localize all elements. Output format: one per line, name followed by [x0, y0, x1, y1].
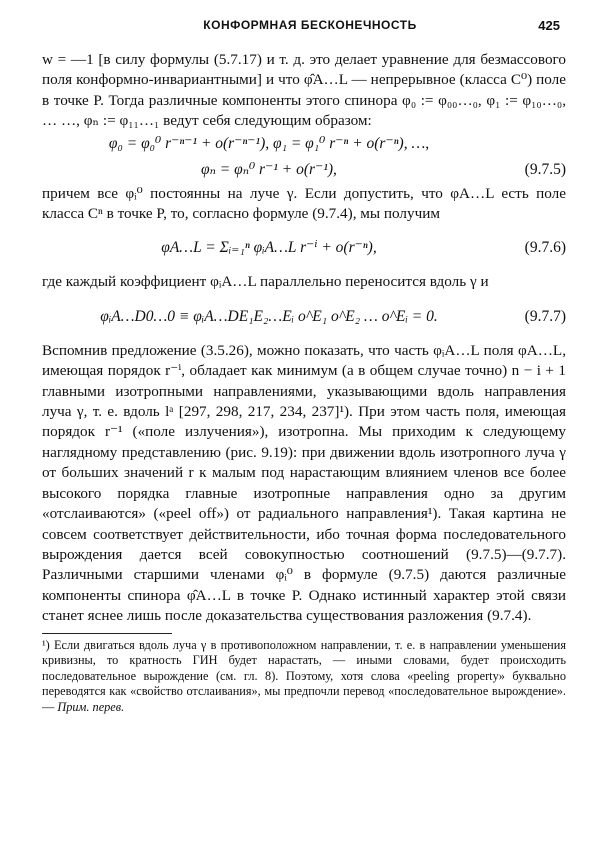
running-title: КОНФОРМНАЯ БЕСКОНЕЧНОСТЬ	[203, 18, 417, 32]
footnote-divider	[42, 633, 172, 634]
equation-9-7-5a-body: φ₀ = φ₀⁰ r⁻ⁿ⁻¹ + o(r⁻ⁿ⁻¹), φ₁ = φ₁⁰ r⁻ⁿ + o(r⁻ⁿ), …,	[108, 135, 430, 153]
equation-9-7-6	[42, 224, 566, 272]
footnote	[42, 638, 566, 716]
page-body	[42, 50, 566, 716]
equation-number-9-7-5: (9.7.5)	[524, 161, 566, 179]
paragraph-3: где каждый коэффициент φᵢA…L параллельно переносится вдоль γ и	[42, 273, 489, 291]
paragraph-4: Вспомнив предложение (3.5.26), можно показать, что часть φᵢA…L поля φA…L, имеющая порядок r⁻ⁱ, обладает как минимум (а в общем случае точно) n − i + 1 главными изотропными направлениями, указывающими вдоль направления луча γ, т. е. вдоль lᵃ [297, 298, 217, 234, 237]¹). При этом часть поля, имеющая порядок r⁻¹ («поле излучения»), изотропна. Мы приходим к следующему наглядному представлению (рис. 9.19): при движении вдоль изотропного луча γ от больших значений r к малым под нарастающим влиянием членов все более высокого порядка главные изотропные направления одно за другим «отслаиваются» («peel off») от радиального направления¹). Такая картина не совсем соответствует действительности, ибо точная форма последовательного вырождения дается всей совокупностью соотношений (9.7.5)—(9.7.7). Различными старшими членами φᵢ⁰ в формуле (9.7.5) даются различные компоненты спинора φ̂A…L в точке P. Однако истинный характер этой связи станет яснее лишь после доказательства существования разложения (9.7.4).	[42, 341, 566, 625]
paragraph-1: w = —1 [в силу формулы (5.7.17) и т. д. это делает уравнение для безмассового поля конформно-инвариантными] и что φ̂A…L — непрерывное (класса C⁰) поле в точке P. Тогда различные компоненты этого спинора φ₀ := φ₀₀…₀, φ₁ := φ₁₀…₀, … …, φₙ := φ₁₁…₁ ведут себя следующим образом:	[42, 51, 566, 130]
paragraph-2: причем все φᵢ⁰ постоянны на луче γ. Если допустить, что φA…L есть поле класса Cⁿ в точке P, то, согласно формуле (9.7.4), мы получим	[42, 184, 566, 223]
equation-9-7-6-body: φA…L = Σᵢ₌₁ⁿ φᵢA…L r⁻ⁱ + o(r⁻ⁿ),	[161, 239, 377, 257]
equation-9-7-5b-body: φₙ = φₙ⁰ r⁻¹ + o(r⁻¹),	[201, 161, 337, 179]
equation-9-7-7-body: φᵢA…D0…0 ≡ φᵢA…DE₁E₂…Eᵢ o^E₁ o^E₂ … o^Eᵢ = 0.	[100, 307, 438, 325]
equation-9-7-7	[42, 293, 566, 341]
equation-9-7-5a	[42, 132, 566, 158]
footnote-attribution: Прим. перев.	[57, 699, 125, 714]
equation-9-7-5b	[42, 158, 566, 184]
equation-number-9-7-6: (9.7.6)	[524, 239, 566, 257]
page-number: 425	[538, 18, 560, 33]
equation-number-9-7-7: (9.7.7)	[524, 307, 566, 325]
footnote-text: ¹) Если двигаться вдоль луча γ в противоположном направлении, т. е. в направлении уменьшения кривизны, то кратность ГИН будет нарастать, — иными словами, будет происходить последовательное вырождение (см. гл. 8). Поэтому, хотя слова «peeling property» буквально переводятся как «свойство отслаивания», мы предпочли перевод «последовательное вырождение». —	[42, 637, 566, 714]
page-header	[60, 18, 560, 40]
